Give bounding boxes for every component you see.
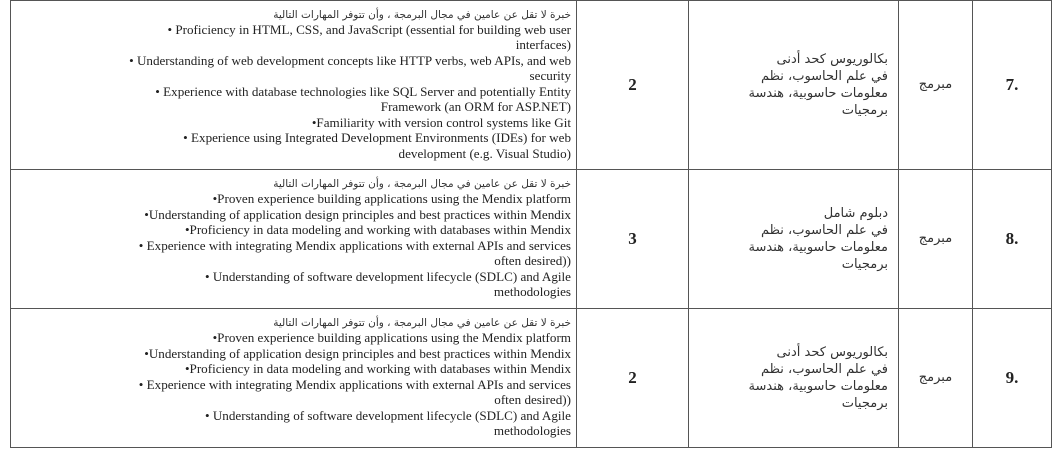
- requirement-line: (interfaces: [515, 37, 571, 53]
- requirement-line: Understanding of application design principles and best practices within Mendix•: [144, 206, 571, 222]
- requirements-cell: [11, 169, 577, 308]
- requirement-line: Proven experience building applications using the Mendix platform•: [212, 191, 571, 207]
- qualification-cell: [689, 0, 899, 169]
- requirement-line: Understanding of application design principles and best practices within Mendix•: [144, 345, 571, 361]
- qualification-line: في علم الحاسوب، نظم: [760, 361, 888, 377]
- requirement-line: methodologies: [493, 284, 571, 300]
- requirement-line: security: [529, 68, 571, 84]
- qualification-line: معلومات حاسوبية، هندسة: [748, 239, 888, 255]
- qualification-line: معلومات حاسوبية، هندسة: [748, 378, 888, 394]
- qualification-line: معلومات حاسوبية، هندسة: [748, 85, 888, 101]
- requirement-line: Proven experience building applications using the Mendix platform•: [212, 330, 571, 346]
- job-requirements-table: [10, 0, 1052, 448]
- qualification-line: برمجيات: [841, 395, 888, 411]
- requirement-line: ((often desired: [494, 392, 571, 408]
- requirement-line: Experience with integrating Mendix applications with external APIs and services •: [138, 237, 571, 253]
- row-index: .7: [973, 0, 1052, 169]
- requirement-line: Experience with integrating Mendix applications with external APIs and services •: [138, 376, 571, 392]
- qualification-cell: [689, 308, 899, 447]
- requirement-line: Experience with database technologies like SQL Server and potentially Entity •: [155, 83, 571, 99]
- requirement-line: Experience using Integrated Development Environments (IDEs) for web •: [183, 130, 571, 146]
- qualification-line: في علم الحاسوب، نظم: [760, 222, 888, 238]
- requirement-line: Understanding of web development concepts like HTTP verbs, web APIs, and web •: [129, 52, 571, 68]
- qualification-line: دبلوم شامل: [823, 205, 888, 221]
- requirements-cell: [11, 308, 577, 447]
- requirement-line: Proficiency in HTML, CSS, and JavaScript (essential for building web user •: [167, 21, 571, 37]
- requirements-cell: [11, 0, 577, 169]
- row-index: .8: [973, 169, 1052, 308]
- document-page: [10, 0, 1054, 476]
- requirement-line: (Framework (an ORM for ASP.NET: [380, 99, 571, 115]
- qualification-line: بكالوريوس كحد أدنى: [776, 344, 888, 360]
- requirement-line: Proficiency in data modeling and working with databases within Mendix•: [184, 222, 571, 238]
- requirements-intro: خبرة لا تقل عن عامين في مجال البرمجة ، وأن تتوفر المهارات التالية: [273, 178, 571, 191]
- requirement-line: Proficiency in data modeling and working with databases within Mendix•: [184, 361, 571, 377]
- row-index: .9: [973, 308, 1052, 447]
- requirement-line: methodologies: [493, 423, 571, 439]
- requirement-line: (development (e.g. Visual Studio: [398, 145, 571, 161]
- vacancy-count: 3: [577, 169, 689, 308]
- qualification-line: بكالوريوس كحد أدنى: [776, 51, 888, 67]
- qualification-cell: [689, 169, 899, 308]
- table-row: [11, 169, 1052, 308]
- requirement-line: Familiarity with version control systems like Git•: [311, 114, 571, 130]
- requirements-intro: خبرة لا تقل عن عامين في مجال البرمجة ، وأن تتوفر المهارات التالية: [273, 317, 571, 330]
- requirement-line: ((often desired: [494, 253, 571, 269]
- table-row: [11, 308, 1052, 447]
- table-row: [11, 0, 1052, 169]
- qualification-line: برمجيات: [841, 256, 888, 272]
- qualification-line: في علم الحاسوب، نظم: [760, 68, 888, 84]
- requirement-line: Understanding of software development lifecycle (SDLC) and Agile •: [204, 407, 571, 423]
- vacancy-count: 2: [577, 308, 689, 447]
- qualification-line: برمجيات: [841, 102, 888, 118]
- requirement-line: Understanding of software development lifecycle (SDLC) and Agile •: [204, 268, 571, 284]
- vacancy-count: 2: [577, 0, 689, 169]
- job-title: مبرمج: [899, 169, 973, 308]
- job-title: مبرمج: [899, 0, 973, 169]
- job-title: مبرمج: [899, 308, 973, 447]
- requirements-intro: خبرة لا تقل عن عامين في مجال البرمجة ، وأن تتوفر المهارات التالية: [273, 8, 571, 21]
